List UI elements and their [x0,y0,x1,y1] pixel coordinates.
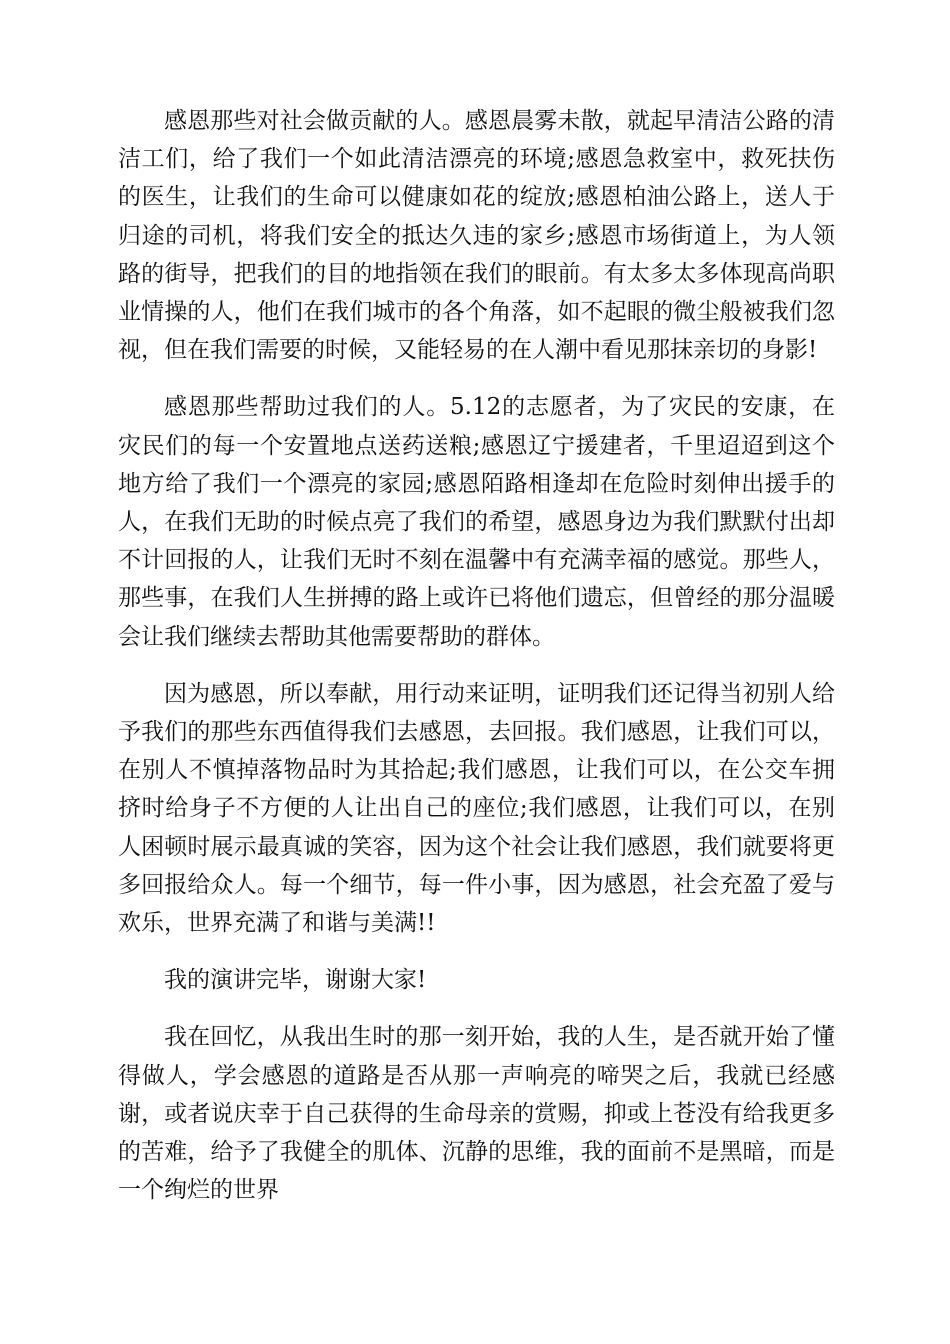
paragraph-4: 我的演讲完毕，谢谢大家! [164,967,427,994]
paragraph-1: 感恩那些对社会做贡献的人。感恩晨雾未散，就起早清洁公路的清洁工们，给了我们一个如此清洁漂亮的环境;感恩急救室中，救死扶伤的医生，让我们的生命可以健康如花的绽放;感恩柏油公路上，送人于归途的司机，将我们安全的抵达久违的家乡;感恩市场街道上，为人领路的街导，把我们的目的地指领在我们的眼前。有太多太多体现高尚职业情操的人，他们在我们城市的各个角落，如不起眼的微尘般被我们忽视，但在我们需要的时候，又能轻易的在人潮中看见那抹亲切的身影! [118,108,835,364]
paragraph-2: 感恩那些帮助过我们的人。5.12的志愿者，为了灾民的安康，在灾民们的每一个安置地点送药送粮;感恩辽宁援建者，千里迢迢到这个地方给了我们一个漂亮的家园;感恩陌路相逢却在危险时刻伸出援手的人，在我们无助的时候点亮了我们的希望，感恩身边为我们默默付出却不计回报的人，让我们无时不刻在温馨中有充满幸福的感觉。那些人，那些事，在我们人生拼搏的路上或许已将他们遗忘，但曾经的那分温暖会让我们继续去帮助其他需要帮助的群体。 [118,394,835,650]
paragraph-5: 我在回忆，从我出生时的那一刻开始，我的人生，是否就开始了懂得做人，学会感恩的道路是否从那一声响亮的啼哭之后，我就已经感谢，或者说庆幸于自己获得的生命母亲的赏赐，抑或上苍没有给我更多的苦难，给予了我健全的肌体、沉静的思维，我的面前不是黑暗，而是一个绚烂的世界 [118,1024,835,1204]
document-page [118,102,835,1209]
paragraph-3: 因为感恩，所以奉献，用行动来证明，证明我们还记得当初别人给予我们的那些东西值得我们去感恩，去回报。我们感恩，让我们可以，在别人不慎掉落物品时为其拾起;我们感恩，让我们可以，在公交车拥挤时给身子不方便的人让出自己的座位;我们感恩，让我们可以，在别人困顿时展示最真诚的笑容，因为这个社会让我们感恩，我们就要将更多回报给众人。每一个细节，每一件小事，因为感恩，社会充盈了爱与欢乐，世界充满了和谐与美满!! [118,680,835,937]
